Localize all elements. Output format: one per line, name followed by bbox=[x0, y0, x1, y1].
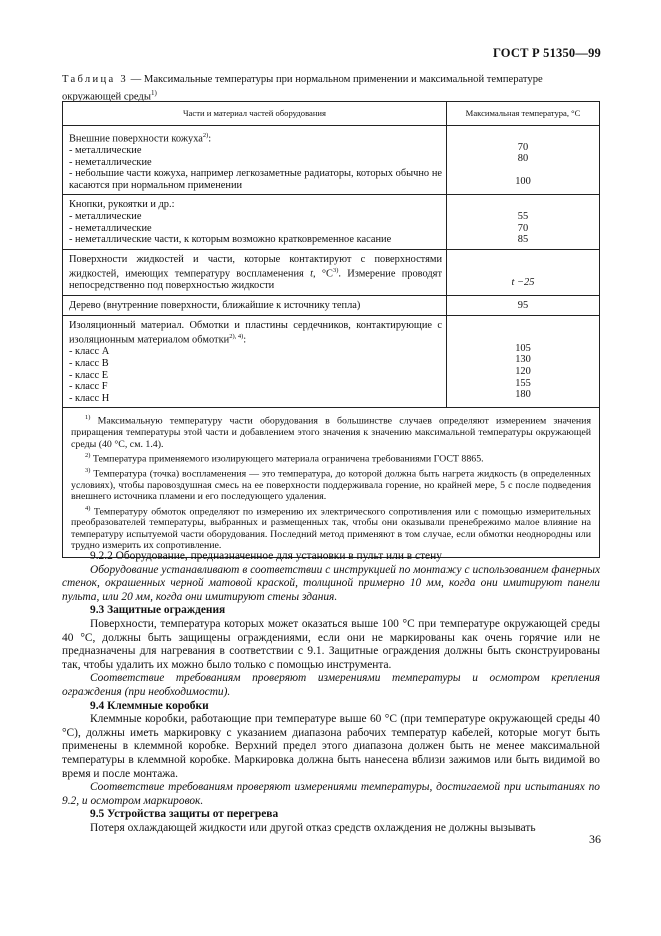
table-header-row bbox=[63, 102, 600, 126]
footnote-mark: 3) bbox=[85, 466, 91, 474]
table-row-insulation bbox=[63, 315, 600, 408]
row-text: . Измерение проводят непосредственно под поверхностью жидкости bbox=[69, 268, 442, 292]
paragraph: Соответствие требованиям проверяют измерениями температуры и осмотром крепления ограждения (при необходимости). bbox=[62, 672, 600, 698]
list-item: - небольшие части кожуха, например легкозаметные радиаторы, которых обычно не касаются при нормальном применении bbox=[69, 168, 442, 191]
temperature-value: 85 bbox=[517, 234, 529, 246]
temperature-value: 80 bbox=[517, 153, 529, 165]
row-temperature-cell bbox=[447, 195, 600, 249]
list-item: - класс А bbox=[69, 346, 110, 358]
footnote-ref: 3) bbox=[332, 267, 339, 275]
paragraph: Соответствие требованиям проверяют измерениями температуры, достигаемой при испытаниях по 9.2, и осмотром маркировок. bbox=[62, 781, 600, 807]
footnote-text: Температура применяемого изолирующего материала ограничена требованиями ГОСТ 8865. bbox=[90, 453, 484, 465]
col-header-temperature: Максимальная температура, °С bbox=[447, 102, 600, 126]
list-item: - класс F bbox=[69, 381, 108, 393]
table-caption-text: — Максимальные температуры при нормальном применении и максимальной температуре окружающей среды bbox=[62, 74, 543, 103]
row-temperature-cell bbox=[447, 315, 600, 408]
row-parts-cell bbox=[63, 126, 447, 195]
row-parts-cell bbox=[63, 249, 447, 295]
list-item: - неметаллические bbox=[69, 222, 152, 234]
row-text: Поверхности жидкостей и части, которые контактируют с поверхностями жидкостей, имеющих температуру воспламенения bbox=[69, 253, 442, 280]
temperature-value: t −25 bbox=[511, 277, 535, 288]
group-title-suffix: : bbox=[208, 133, 212, 145]
temperature-value: 120 bbox=[515, 366, 531, 378]
temperature-value: 100 bbox=[515, 176, 531, 188]
list-item: - класс Н bbox=[69, 392, 110, 404]
list-item: - металлические bbox=[69, 211, 142, 223]
col-header-parts: Части и материал частей оборудования bbox=[63, 102, 447, 126]
temperature-value: 105 bbox=[515, 342, 531, 354]
row-text: , °С bbox=[312, 268, 333, 280]
footnote-mark: 1) bbox=[85, 414, 91, 422]
table-caption-mark: 1) bbox=[150, 88, 157, 97]
list-item: - металлические bbox=[69, 145, 142, 157]
temperature-value: 70 bbox=[517, 222, 529, 234]
footnote-mark: 2) bbox=[85, 452, 91, 460]
group-title-suffix: : bbox=[243, 334, 247, 346]
table-row-knobs bbox=[63, 195, 600, 249]
table-row-liquids bbox=[63, 249, 600, 295]
section-heading: 9.5 Устройства защиты от перегрева bbox=[90, 808, 279, 821]
temperature-value: 180 bbox=[515, 389, 531, 401]
row-text-symbol: t bbox=[310, 268, 313, 280]
paragraph: Клеммные коробки, работающие при температуре выше 60 °С (при температуре окружающей среды 40 °С), должны иметь маркировку с указанием диапазона рабочих температур кабелей, которые могут быть применены в клеммной коробке. Верхний предел этого диапазона должен быть не менее максимальной температуры в клеммной коробке. Маркировка должна быть нанесена вблизи зажимов или быть видимой во время и после монтажа. bbox=[62, 713, 600, 780]
temperature-value: 130 bbox=[515, 354, 531, 366]
table-footnotes-row bbox=[63, 408, 600, 558]
temperature-table bbox=[62, 101, 600, 558]
body-text bbox=[62, 550, 600, 835]
footnote bbox=[71, 503, 591, 552]
footnote-ref: 2), 4) bbox=[229, 333, 244, 341]
section-heading: 9.4 Клеммные коробки bbox=[90, 699, 209, 712]
row-parts-cell: Дерево (внутренние поверхности, ближайшие к источнику тепла) bbox=[63, 296, 447, 316]
paragraph: Потеря охлаждающей жидкости или другой отказ средств охлаждения не должны вызывать bbox=[90, 821, 536, 834]
group-title-text: Внешние поверхности кожуха bbox=[69, 133, 203, 145]
paragraph: 9.2.2 Оборудование, предназначенное для установки в пульт или в стену bbox=[90, 550, 442, 562]
list-item: - неметаллические bbox=[69, 156, 152, 168]
table-caption bbox=[62, 74, 602, 104]
footnote-text: Температура (точка) воспламенения — это температура, до которой должна быть нагрета жидкость (в определенных условиях), чтобы паровоздушная смесь на ее поверхности поддерживала горение, но крайней мере, 5 с после подведения внешнего источника пламени и его последующего удаления. bbox=[71, 468, 591, 503]
footnote bbox=[71, 450, 591, 465]
list-item: - класс В bbox=[69, 357, 109, 369]
table-caption-label: Таблица 3 bbox=[62, 74, 129, 85]
list-item: - класс Е bbox=[69, 369, 109, 381]
paragraph: Оборудование устанавливают в соответствии с инструкцией по монтажу с использованием фанерных стенок, окрашенных черной матовой краской, толщиной примерно 10 мм, когда они имитируют панели пульта, или 20 мм, когда они имитируют стены здания. bbox=[62, 563, 600, 603]
table-row-enclosure bbox=[63, 126, 600, 195]
footnote-text: Максимальную температуру части оборудования в большинстве случаев определяют измерением значения приращения температуры этой части и добавлением этого значения к значению максимальной температуры окружающей среды (40 °С, см. 1.4). bbox=[71, 415, 591, 450]
temperature-value: 70 bbox=[517, 141, 529, 153]
section-heading: 9.3 Защитные ограждения bbox=[90, 604, 226, 617]
row-temperature-cell bbox=[447, 249, 600, 295]
paragraph: Поверхности, температура которых может оказаться выше 100 °С при температуре окружающей среды 40 °С, должны быть защищены ограждениями, если они не маркированы как очень горячие или не предназначены для нагревания в соответствии с 9.1. Защитные ограждения должны быть сконструированы так, чтобы удалить их можно было только с помощью инструмента. bbox=[62, 617, 600, 671]
footnote-text: Температуру обмоток определяют по измерению их электрического сопротивления или с помощью измерительных преобразователей температуры, выбранных и размещенных так, чтобы они оказывали пренебрежимо малое влияние на температуру испытуемой части оборудования. Последний метод применяют в том случае, если обмотки неоднородны или трудно измерить их сопротивление. bbox=[71, 505, 591, 552]
row-parts-cell bbox=[63, 315, 447, 408]
group-title bbox=[69, 320, 442, 347]
document-header: ГОСТ Р 51350—99 bbox=[492, 46, 601, 60]
group-title: Кнопки, рукоятки и др.: bbox=[69, 199, 175, 211]
row-temperature-cell: 95 bbox=[447, 296, 600, 316]
footnote bbox=[71, 465, 591, 503]
list-item: - неметаллические части, к которым возможно кратковременное касание bbox=[69, 234, 392, 246]
table-row-wood bbox=[63, 296, 600, 316]
row-parts-cell bbox=[63, 195, 447, 249]
page-number: 36 bbox=[589, 832, 601, 846]
footnote-ref: 2) bbox=[202, 132, 209, 139]
group-title bbox=[69, 130, 442, 145]
temperature-value: 155 bbox=[515, 377, 531, 389]
footnote bbox=[71, 412, 591, 450]
footnote-mark: 4) bbox=[85, 504, 91, 512]
table-footnotes bbox=[63, 408, 600, 558]
temperature-value: 55 bbox=[517, 211, 529, 223]
group-title-text: Изоляционный материал. Обмотки и пластины сердечников, контактирующие с изоляционным материалом обмотки bbox=[69, 319, 442, 346]
row-temperature-cell bbox=[447, 126, 600, 195]
